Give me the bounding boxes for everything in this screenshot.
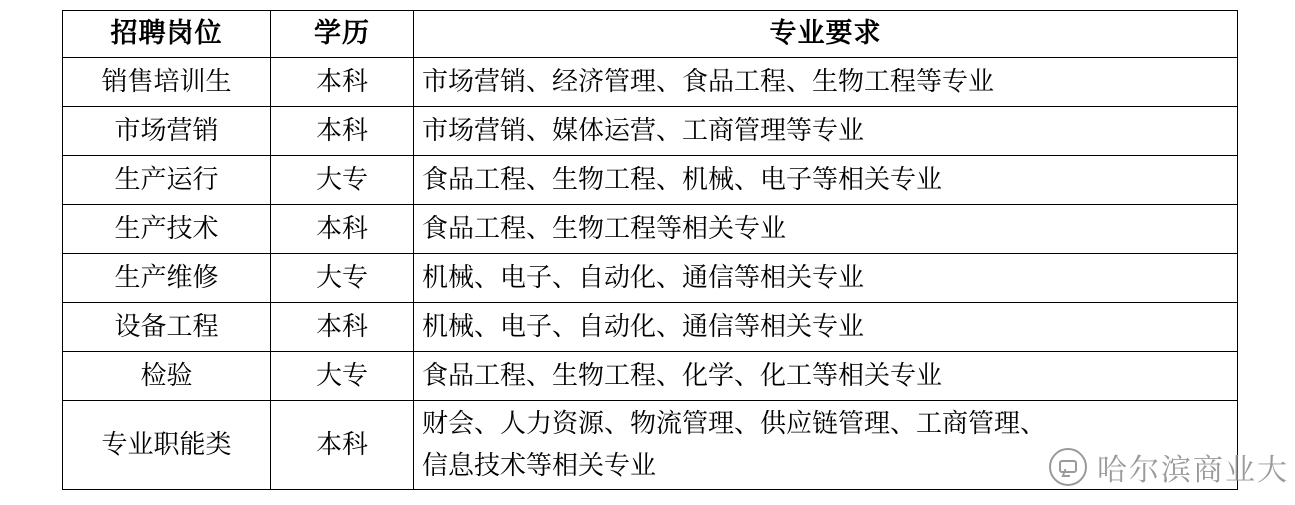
column-header-degree: 学历 [271, 11, 414, 58]
table-row [63, 352, 1238, 401]
column-header-major: 专业要求 [414, 11, 1238, 58]
cell-post: 专业职能类 [63, 401, 271, 490]
cell-post: 设备工程 [63, 303, 271, 352]
cell-degree: 本科 [271, 205, 414, 254]
cell-degree: 大专 [271, 156, 414, 205]
cell-post: 销售培训生 [63, 58, 271, 107]
column-header-post: 招聘岗位 [63, 11, 271, 58]
table-row [63, 107, 1238, 156]
cell-major-line-1: 财会、人力资源、物流管理、供应链管理、工商管理、 [422, 409, 1047, 439]
cell-degree: 大专 [271, 352, 414, 401]
cell-degree: 本科 [271, 58, 414, 107]
cell-major: 机械、电子、自动化、通信等相关专业 [414, 254, 1238, 303]
cell-degree: 大专 [271, 254, 414, 303]
table-header-row [63, 11, 1238, 58]
cell-post: 生产维修 [63, 254, 271, 303]
cell-post: 生产技术 [63, 205, 271, 254]
table-row [63, 205, 1238, 254]
cell-post: 检验 [63, 352, 271, 401]
cell-major: 市场营销、媒体运营、工商管理等专业 [414, 107, 1238, 156]
table-row [63, 156, 1238, 205]
table-body [63, 58, 1238, 490]
cell-degree: 本科 [271, 303, 414, 352]
table-row [63, 401, 1238, 490]
cell-major-line-2: 信息技术等相关专业 [422, 451, 657, 481]
cell-post: 生产运行 [63, 156, 271, 205]
cell-degree: 本科 [271, 107, 414, 156]
cell-major: 机械、电子、自动化、通信等相关专业 [414, 303, 1238, 352]
table-header [63, 11, 1238, 58]
cell-degree: 本科 [271, 401, 414, 490]
table-row [63, 58, 1238, 107]
cell-post: 市场营销 [63, 107, 271, 156]
cell-major: 市场营销、经济管理、食品工程、生物工程等专业 [414, 58, 1238, 107]
cell-major: 食品工程、生物工程、机械、电子等相关专业 [414, 156, 1238, 205]
table-row [63, 254, 1238, 303]
cell-major: 食品工程、生物工程等相关专业 [414, 205, 1238, 254]
table-row [63, 303, 1238, 352]
cell-major [414, 401, 1238, 490]
recruitment-table [62, 10, 1238, 490]
watermark-text: 哈尔滨商业大 [1097, 453, 1289, 488]
cell-major: 食品工程、生物工程、化学、化工等相关专业 [414, 352, 1238, 401]
